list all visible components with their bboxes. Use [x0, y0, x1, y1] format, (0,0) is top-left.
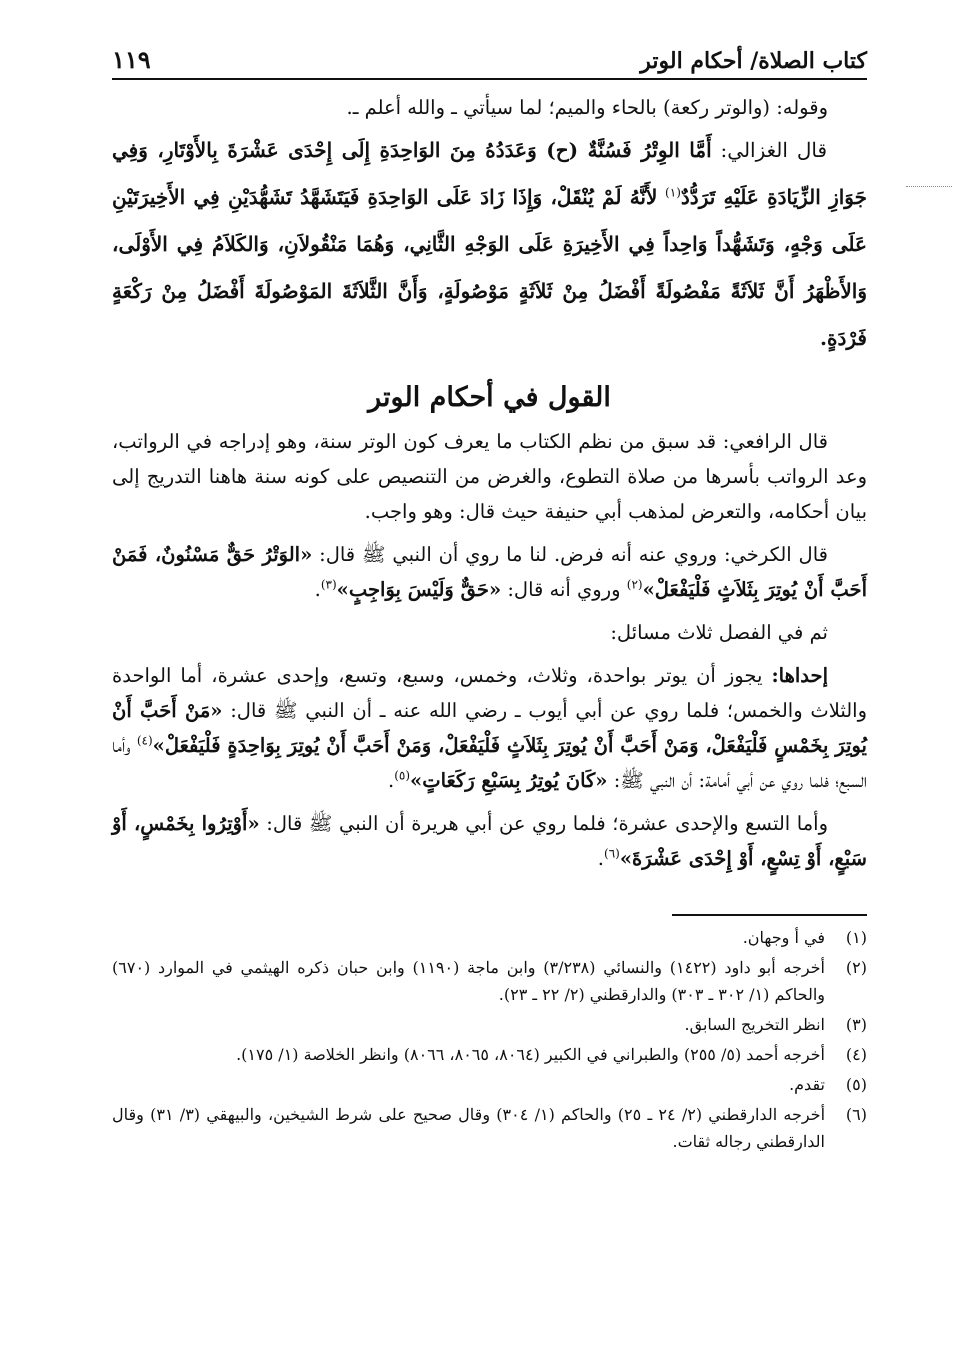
- footnote-text: في أ وجهان.: [742, 928, 825, 947]
- first-issue-text-a: يجوز أن يوتر بواحدة، وثلاث، وخمس، وسبع، وتسع، وإحدى عشرة، أما الواحدة والثلاث والخمس؛ فلما روي عن أبي أيوب ـ رضي الله عنه ـ أن النبي ﷺ قال:: [112, 664, 868, 722]
- main-text: [112, 90, 867, 876]
- karkhi-text-end: .: [314, 578, 321, 601]
- footnote-4: [112, 1041, 867, 1068]
- footnote-number: (٦): [845, 1105, 867, 1124]
- matn-speaker: قال الغزالي:: [720, 138, 828, 162]
- first-issue-lead: إحداها:: [771, 664, 828, 687]
- footnote-number: (٣): [845, 1015, 867, 1034]
- footnote-ref-5[interactable]: (٥): [394, 768, 411, 783]
- footnote-text: انظر التخريج السابق.: [684, 1015, 825, 1034]
- footnote-text: أخرجه أبو داود (١٤٢٢) والنسائي (٣/٢٣٨) وابن ماجة (١١٩٠) وابن حبان ذكره الهيثمي في الموارد (٦٧٠) والحاكم (١/ ٣٠٢ ـ ٣٠٣) والدارقطني (٢/ ٢٢ ـ ٢٣).: [112, 958, 826, 1004]
- matn-text-a: أَمَّا الوِتْرُ فَسُنَّةٌ (ح) وَعَدَدُهُ مِنَ الوَاحِدَةِ إِلَى إِحْدَى عَشْرَةَ بِالأَوْتَارِ، وَفِي جَوَازِ الزِّيَادَةِ عَلَيْهِ تَرَدُّدٌ: [112, 138, 867, 209]
- footnote-ref-2[interactable]: (٢): [626, 577, 643, 592]
- rafii-paragraph: قال الرافعي: قد سبق من نظم الكتاب ما يعرف كون الوتر سنة، وهو إدراجه في الرواتب، وعد الرواتب بأسرها من صلاة التطوع، والغرض من التنصيص على كونه سنة هاهنا التدريج إلى بيان أحكامه، والتعرض لمذهب أبي حنيفة حيث قال: وهو واجب.: [112, 430, 867, 523]
- footnote-number: (١): [845, 928, 867, 947]
- hadith-quote-4: «كَانَ يُوتِرُ بِسَبْعِ رَكَعَاتٍ»: [410, 769, 608, 792]
- hadith-quote-2: «حَقٌّ وَلَيْسَ بِوَاجِبٍ»: [336, 578, 502, 601]
- matn-text-b: لأَنَّهُ لَمْ يُنْقَلْ، وَإِذَا زَادَ عَلَى الوَاحِدَةِ فَيَتَشَهَّدُ تَشَهُّدَيْنِ فِي الأَخِيرَتَيْنِ عَلَى وَجْهٍ، وَتَشَهُّداً وَاحِداً فِي الأَخِيرَةِ عَلَى الوَجْهِ الثَّانِي، وَهُمَا مَنْقُولاَنِ، وَالكَلاَمُ فِي الأَوْلَى، وَالأَظْهَرُ أَنَّ ثَلاَثَةً مَفْصُولَةً أَفْضَلُ مِنْ ثَلاَثَةٍ مَوْصُولَةٍ، وَأَنَّ الثَّلاَثَةَ المَوْصُولَةَ أَفْضَلُ مِنْ رَكْعَةٍ فَرْدَةٍ.: [112, 185, 867, 350]
- nine-eleven-paragraph: [112, 806, 867, 876]
- karkhi-text-b: وروي أنه قال:: [507, 578, 621, 601]
- footnote-text: أخرجه أحمد (٥/ ٢٥٥) والطبراني في الكبير (٨٠٦٤، ٨٠٦٥، ٨٠٦٦) وانظر الخلاصة (١/ ١٧٥).: [236, 1045, 825, 1064]
- nine-eleven-text-end: .: [597, 847, 604, 870]
- footnote-text: تقدم.: [789, 1075, 825, 1094]
- footnote-6: [112, 1101, 867, 1155]
- hadith-quote-5: «أَوْتِرُوا بِخَمْسٍ، أَوْ سَبْعٍ، أَوْ تِسْعٍ، أَوْ إِحْدَى عَشْرَةَ»: [112, 812, 867, 870]
- footnote-3: [112, 1011, 867, 1038]
- hadith-quote-1: «الوَتْرُ حَقٌّ مَسْنُونٌ، فَمَنْ أَحَبَّ أَنْ يُوتِرَ بِثَلاَثٍ فَلْيَفْعَلْ»: [112, 543, 867, 601]
- footnotes: [112, 924, 867, 1155]
- footnote-number: (٤): [845, 1045, 867, 1064]
- footnote-text: أخرجه الدارقطني (٢/ ٢٤ ـ ٢٥) والحاكم (١/ ٣٠٤) وقال صحيح على شرط الشيخين، والبيهقي (٣/ ٣١) وقال الدارقطني رجاله ثقات.: [112, 1105, 826, 1151]
- nine-eleven-text-a: وأما التسع والإحدى عشرة؛ فلما روي عن أبي هريرة أن النبي ﷺ قال:: [266, 812, 828, 835]
- intro-line: وقوله: (والوتر ركعة) بالحاء والميم؛ لما سيأتي ـ والله أعلم ـ.: [346, 96, 828, 119]
- first-issue-text-b: وأما السبع؛ فلما روي عن أبي أمامة: أن النبي ﷺ:: [112, 734, 867, 792]
- footnote-2: [112, 954, 867, 1008]
- footnote-ref-6[interactable]: (٦): [604, 846, 620, 861]
- hadith-quote-3: «مَنْ أَحَبَّ أَنْ يُوتِرَ بِخَمْسٍ فَلْيَفْعَلْ، وَمَنْ أَحَبَّ أَنْ يُوتِرَ بِثَلاَثٍ فَلْيَفْعَلْ، وَمَنْ أَحَبَّ أَنْ يُوتِرَ بِوَاحِدَةٍ فَلْيَفْعَلْ»: [112, 699, 867, 757]
- ghazali-matn: [112, 127, 867, 362]
- footnote-ref-3[interactable]: (٣): [320, 577, 337, 592]
- first-issue-paragraph: [112, 658, 867, 798]
- footnote-1: [112, 924, 867, 951]
- page-number: ١١٩: [112, 45, 151, 74]
- karkhi-paragraph: [112, 537, 867, 607]
- footnote-ref-1[interactable]: (١): [665, 185, 681, 200]
- issues-intro: ثم في الفصل ثلاث مسائل:: [610, 621, 828, 644]
- margin-mark: [906, 186, 953, 187]
- footnote-5: [112, 1071, 867, 1098]
- karkhi-text-a: قال الكرخي: وروي عنه أنه فرض. لنا ما روي أن النبي ﷺ قال:: [319, 543, 828, 566]
- section-heading: القول في أحكام الوتر: [368, 382, 611, 413]
- running-header: [112, 40, 867, 80]
- first-issue-text-end: .: [388, 769, 395, 792]
- header-title: كتاب الصلاة/ أحكام الوتر: [640, 48, 867, 74]
- footnote-ref-4[interactable]: (٤): [136, 733, 153, 748]
- footnote-number: (٢): [845, 958, 867, 977]
- footnote-separator: [672, 914, 867, 916]
- footnote-number: (٥): [845, 1075, 867, 1094]
